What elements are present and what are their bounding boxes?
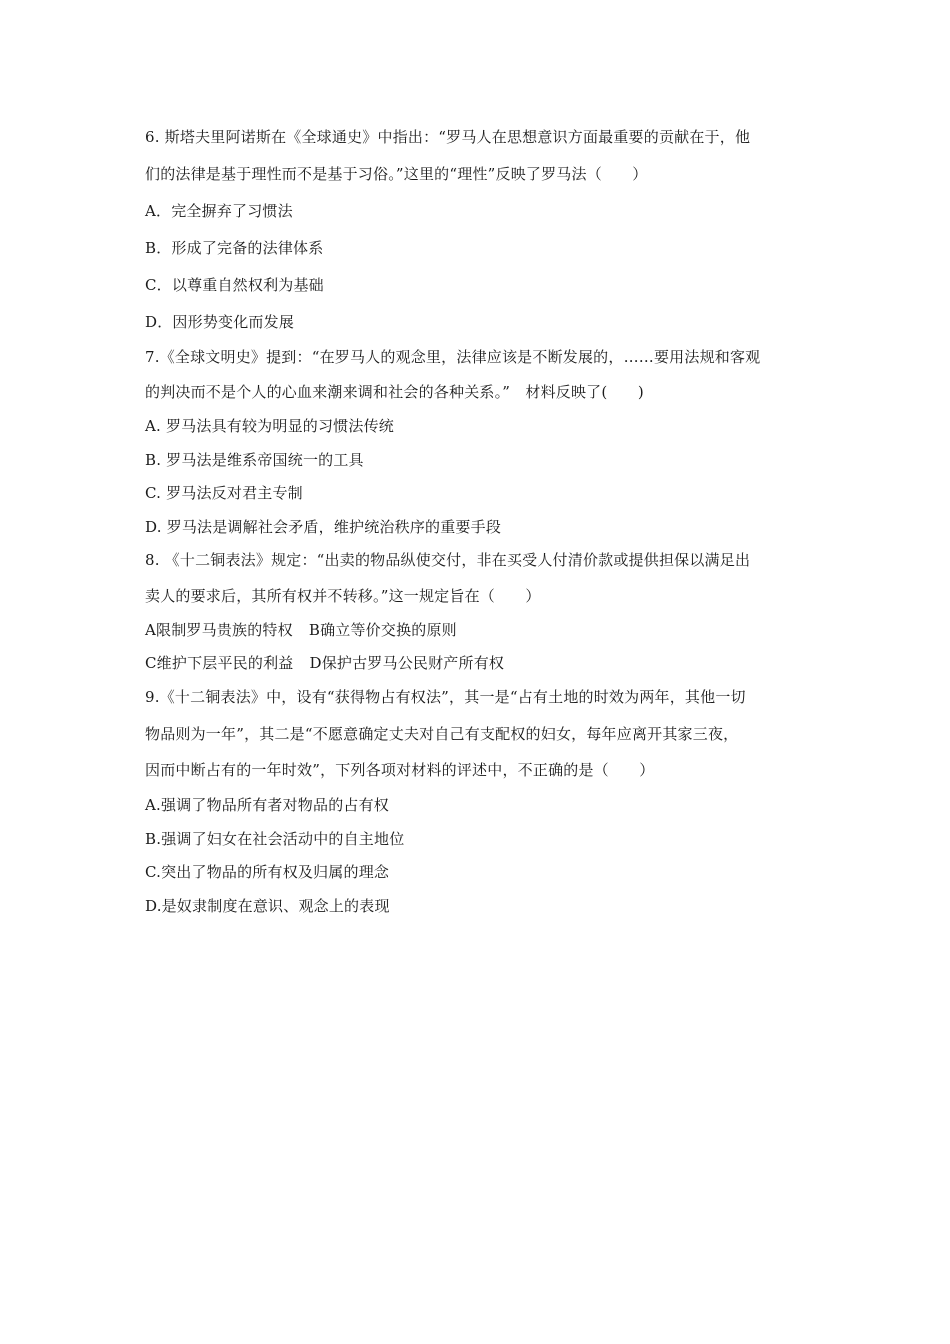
question-8-stem-line-2: 卖人的要求后，其所有权并不转移。”这一规定旨在（ ）: [145, 587, 541, 605]
question-8-option-d: D保护古罗马公民财产所有权: [309, 654, 505, 672]
question-6-option-c: C．以尊重自然权利为基础: [145, 276, 324, 294]
question-7-stem-line-2: 的判决而不是个人的心血来潮来调和社会的各种关系。” 材料反映了( ): [145, 383, 644, 401]
question-9-option-c: C.突出了物品的所有权及归属的理念: [145, 863, 390, 881]
question-9-option-a: A.强调了物品所有者对物品的占有权: [145, 796, 390, 814]
question-6-option-a: A．完全摒弃了习惯法: [145, 202, 293, 220]
question-7-option-c: C. 罗马法反对君主专制: [145, 484, 303, 502]
question-7-option-a: A. 罗马法具有较为明显的习惯法传统: [145, 417, 394, 435]
question-9-stem-line-3: 因而中断占有的一年时效”，下列各项对材料的评述中，不正确的是（ ）: [145, 761, 655, 779]
question-9-option-b: B.强调了妇女在社会活动中的自主地位: [145, 830, 405, 848]
question-9-stem-line-1: 9.《十二铜表法》中，设有“获得物占有权法”，其一是“占有土地的时效为两年，其他一切: [145, 688, 746, 706]
question-8-options-row-1: [145, 620, 810, 640]
question-8-option-c: C维护下层平民的利益: [145, 654, 294, 672]
question-8-options-row-2: [145, 653, 810, 673]
question-6-option-b: B．形成了完备的法律体系: [145, 239, 324, 257]
question-6-option-d: D．因形势变化而发展: [145, 313, 295, 331]
question-8-option-a: A限制罗马贵族的特权: [145, 621, 293, 639]
question-9-stem-line-2: 物品则为一年”，其二是“不愿意确定丈夫对自己有支配权的妇女，每年应离开其家三夜，: [145, 725, 739, 743]
question-7-stem-line-1: 7.《全球文明史》提到：“在罗马人的观念里，法律应该是不断发展的，……要用法规和客观: [145, 348, 761, 366]
question-9-option-d: D.是奴隶制度在意识、观念上的表现: [145, 897, 390, 915]
question-7-option-b: B. 罗马法是维系帝国统一的工具: [145, 451, 364, 469]
question-6-stem-line-2: 们的法律是基于理性而不是基于习俗。”这里的“理性”反映了罗马法（ ）: [145, 165, 648, 183]
question-8-option-b: B确立等价交换的原则: [308, 621, 457, 639]
question-8-stem-line-1: 8. 《十二铜表法》规定：“出卖的物品纵使交付，非在买受人付清价款或提供担保以满足出: [145, 551, 751, 569]
question-7-option-d: D. 罗马法是调解社会矛盾，维护统治秩序的重要手段: [145, 518, 502, 536]
question-6-stem-line-1: 6. 斯塔夫里阿诺斯在《全球通史》中指出：“罗马人在思想意识方面最重要的贡献在于，他: [145, 128, 751, 146]
